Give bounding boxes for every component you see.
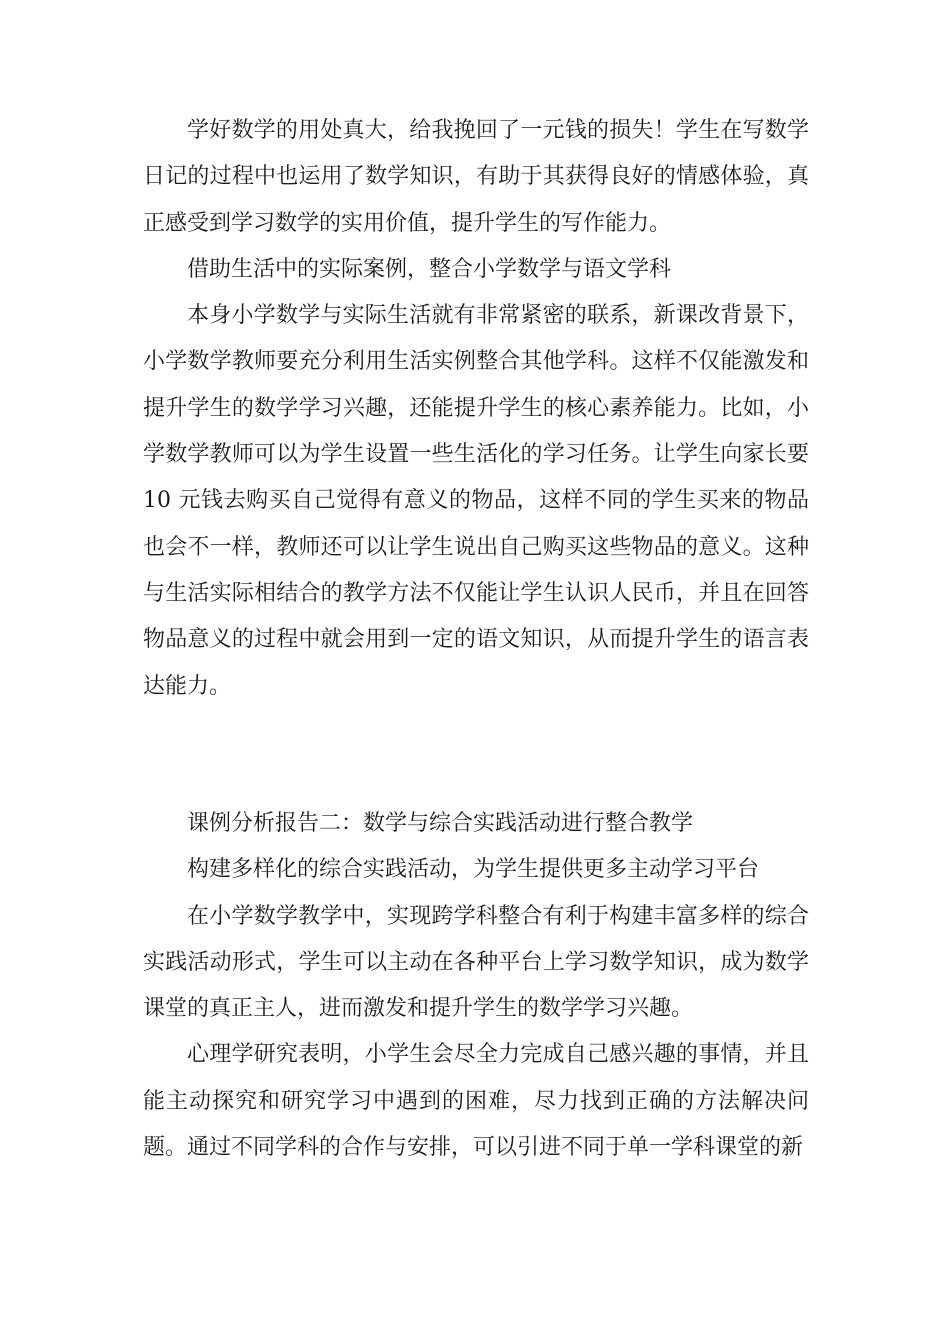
paragraph-life-examples: 本身小学数学与实际生活就有非常紧密的联系，新课改背景下，小学数学教师要充分利用生活实例整合其他学科。这样不仅能激发和提升学生的数学学习兴趣，还能提升学生的核心素养能力。比如，小学数学教师可以为学生设置一些生活化的学习任务。让学生向家长要10 元钱去购买自己觉得有意义的物品，这样不同的学生买来的物品也会不一样，教师还可以让学生说出自己购买这些物品的意义。这种与生活实际相结合的教学方法不仅能让学生认识人民币，并且在回答物品意义的过程中就会用到一定的语文知识，从而提升学生的语言表达能力。 — [143, 303, 809, 699]
report-title-two: 课例分析报告二：数学与综合实践活动进行整合教学 — [187, 811, 694, 836]
section-heading-chinese-integration: 借助生活中的实际案例，整合小学数学与语文学科 — [187, 256, 672, 282]
paragraph-cross-subject: 在小学数学教学中，实现跨学科整合有利于构建丰富多样的综合实践活动形式，学生可以主动在各种平台上学习数学知识，成为数学课堂的真正主人，进而激发和提升学生的数学学习兴趣。 — [143, 903, 809, 1022]
paragraph-math-diary: 学好数学的用处真大，给我挽回了一元钱的损失！学生在写数学日记的过程中也运用了数学知识，有助于其获得良好的情感体验，真正感受到学习数学的实用价值，提升学生的写作能力。 — [143, 118, 809, 236]
text-block-upper — [143, 108, 809, 710]
text-block-lower — [143, 801, 809, 1171]
paragraph-psychology: 心理学研究表明，小学生会尽全力完成自己感兴趣的事情，并且能主动探究和研究学习中遇到的困难，尽力找到正确的方法解决问题。通过不同学科的合作与安排，可以引进不同于单一学科课堂的新 — [143, 1042, 809, 1161]
section-heading-practice-activities: 构建多样化的综合实践活动，为学生提供更多主动学习平台 — [187, 857, 760, 883]
